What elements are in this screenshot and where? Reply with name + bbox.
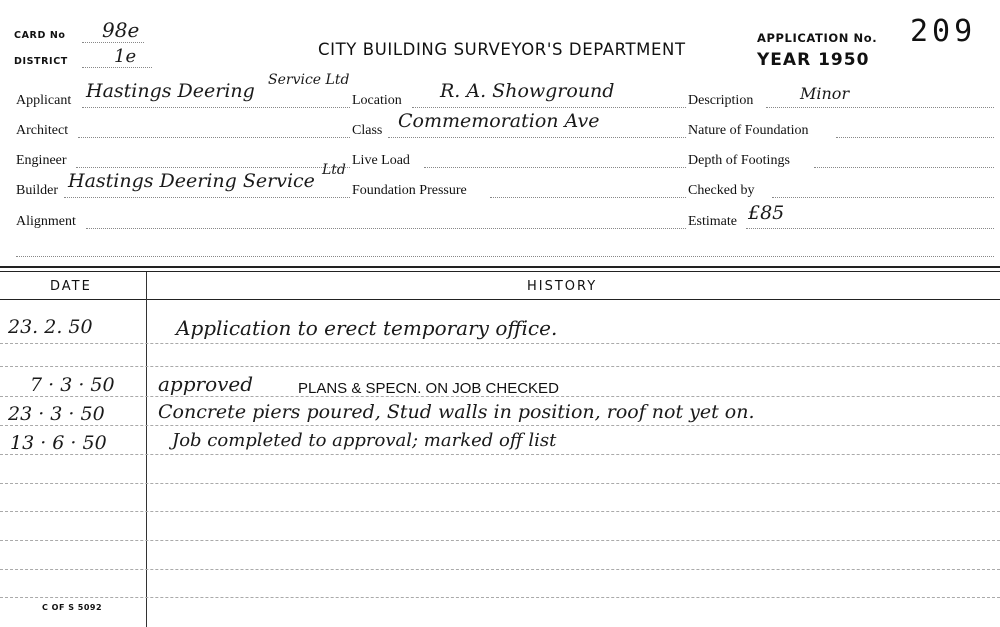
alignment-label: Alignment <box>16 214 76 229</box>
class-line <box>388 137 686 138</box>
table-top-rule <box>0 266 1000 268</box>
estimate-line <box>746 228 994 229</box>
history-rule <box>0 366 1000 367</box>
estimate-value: £85 <box>748 202 785 224</box>
location-line <box>412 107 686 108</box>
location-value: R. A. Showground <box>440 80 615 102</box>
foundation-pressure-label: Foundation Pressure <box>352 183 467 198</box>
table-top-rule-inner <box>0 271 1000 272</box>
applicant-note: Service Ltd <box>268 72 350 88</box>
blank-field-line <box>16 256 994 257</box>
history-column-header: HISTORY <box>527 279 598 294</box>
history-typed-note: PLANS & SPECN. ON JOB CHECKED <box>298 380 559 397</box>
applicant-value: Hastings Deering <box>86 80 255 102</box>
applicant-label: Applicant <box>16 93 72 108</box>
description-label: Description <box>688 93 754 108</box>
history-rule <box>0 597 1000 598</box>
checked-by-label: Checked by <box>688 183 755 198</box>
depth-footings-label: Depth of Footings <box>688 153 790 168</box>
history-rule <box>0 425 1000 426</box>
application-number: 209 <box>910 14 977 49</box>
history-rule <box>0 569 1000 570</box>
nature-foundation-label: Nature of Foundation <box>688 123 809 138</box>
district-label: DISTRICT <box>14 56 68 67</box>
architect-line <box>78 137 350 138</box>
description-value: Minor <box>800 84 850 103</box>
history-rule <box>0 343 1000 344</box>
builder-note: Ltd <box>322 162 346 178</box>
location-label: Location <box>352 93 402 108</box>
history-rule <box>0 483 1000 484</box>
history-rule <box>0 511 1000 512</box>
builder-line <box>64 197 350 198</box>
history-date: 13 · 6 · 50 <box>10 432 107 454</box>
form-code: C OF S 5092 <box>42 603 103 612</box>
history-date: 23 · 3 · 50 <box>8 403 105 425</box>
history-entry: Job completed to approval; marked off list <box>172 430 557 451</box>
district-line <box>82 67 152 68</box>
history-date: 7 · 3 · 50 <box>30 374 115 396</box>
estimate-label: Estimate <box>688 214 737 229</box>
history-date: 23. 2. 50 <box>8 316 93 338</box>
application-label: APPLICATION No. <box>757 31 878 45</box>
history-rule <box>0 454 1000 455</box>
history-entry: Application to erect temporary office. <box>176 316 558 340</box>
column-divider <box>146 272 147 627</box>
card-no-label: CARD No <box>14 30 66 41</box>
header-rule <box>0 299 1000 300</box>
history-entry: approved <box>158 372 254 396</box>
history-entry: Concrete piers poured, Stud walls in position, roof not yet on. <box>158 401 755 423</box>
description-line <box>766 107 994 108</box>
class-label: Class <box>352 123 383 138</box>
live-load-line <box>424 167 686 168</box>
district-value: 1e <box>114 46 137 67</box>
architect-label: Architect <box>16 123 69 138</box>
department-title: CITY BUILDING SURVEYOR'S DEPARTMENT <box>318 40 686 59</box>
applicant-line <box>82 107 350 108</box>
foundation-pressure-line <box>490 197 686 198</box>
alignment-line <box>86 228 686 229</box>
card-no-value: 98e <box>102 18 140 42</box>
engineer-line <box>76 167 350 168</box>
checked-by-line <box>772 197 994 198</box>
builder-value: Hastings Deering Service <box>68 170 315 192</box>
live-load-label: Live Load <box>352 153 410 168</box>
engineer-label: Engineer <box>16 153 67 168</box>
date-column-header: DATE <box>50 279 92 294</box>
class-value: Commemoration Ave <box>398 110 600 132</box>
history-rule <box>0 540 1000 541</box>
card-no-line <box>82 42 144 43</box>
builder-label: Builder <box>16 183 58 198</box>
nature-foundation-line <box>836 137 994 138</box>
depth-footings-line <box>814 167 994 168</box>
year-label: YEAR 1950 <box>757 50 870 70</box>
